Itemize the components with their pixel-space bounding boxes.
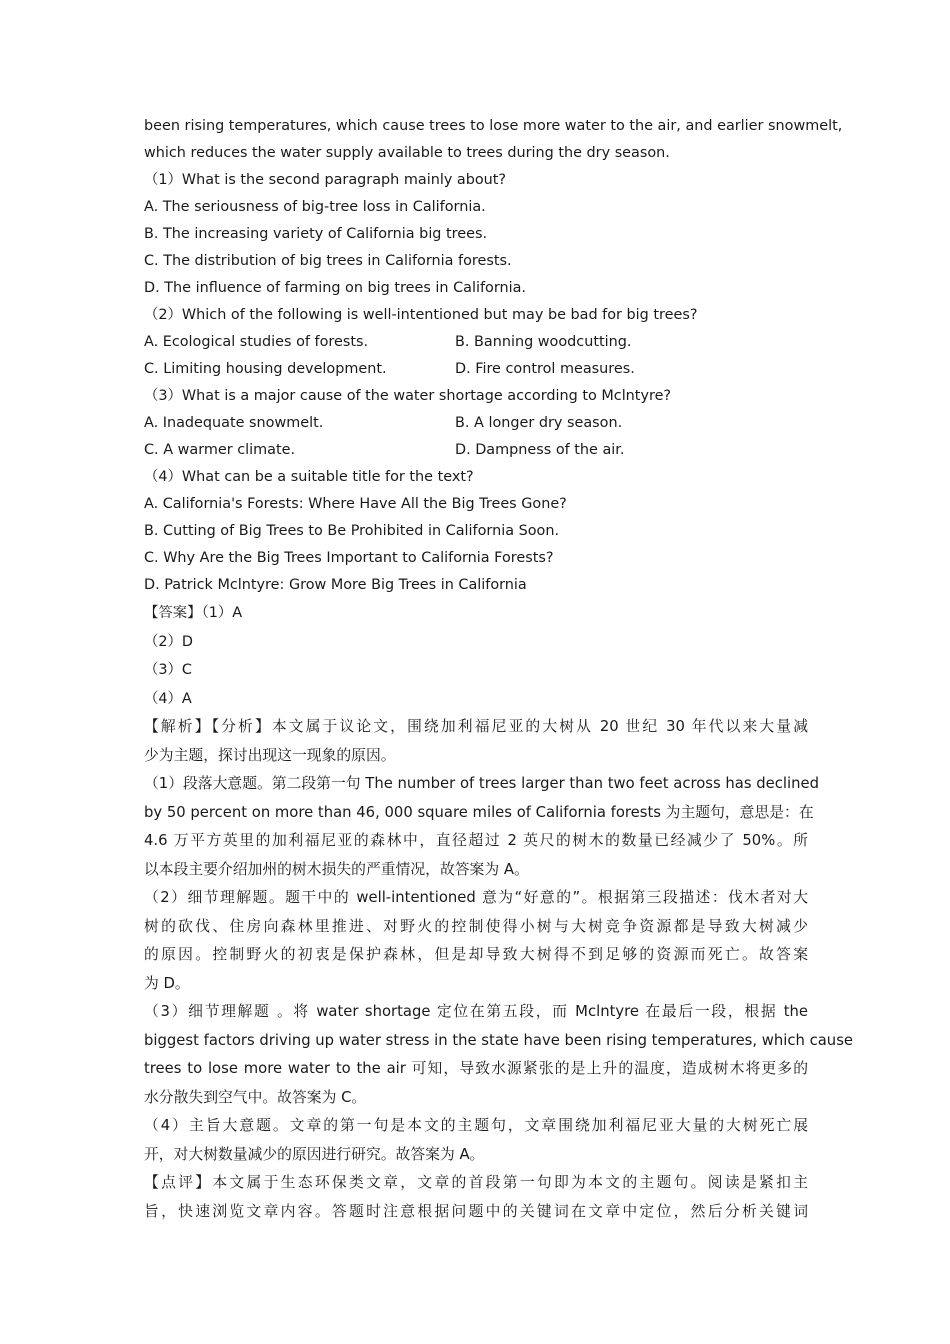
analysis-line: by 50 percent on more than 46, 000 square miles of California forests 为主题句，意思是：在 — [144, 803, 814, 821]
option-row — [144, 410, 808, 437]
analysis-line: 少为主题，探讨出现这一现象的原因。 — [144, 746, 396, 764]
question-stem: （3）What is a major cause of the water shortage according to Mclntyre? — [144, 388, 672, 404]
option-d: D. The influence of farming on big trees in California. — [144, 280, 526, 296]
option-c: C. A warmer climate. — [144, 442, 296, 458]
option-c: C. Limiting housing development. — [144, 361, 387, 377]
passage-text — [144, 113, 843, 167]
comment-line: 【点评】本文属于生态环保类文章，文章的首段第一句即为本文的主题句。阅读是紧扣主 — [144, 1174, 808, 1191]
analysis-line: 水分散失到空气中。故答案为 C。 — [144, 1088, 367, 1106]
analysis-line: 为 D。 — [144, 974, 190, 992]
analysis-line: 开，对大树数量减少的原因进行研究。故答案为 A。 — [144, 1145, 485, 1163]
option-row — [144, 437, 808, 464]
analysis-line: （2）细节理解题。题干中的 well-intentioned 意为“好意的”。根据第三段描述：伐木者对大 — [144, 889, 808, 906]
question-4 — [144, 464, 808, 599]
option-c: C. The distribution of big trees in California forests. — [144, 253, 512, 269]
analysis-line: 以本段主要介绍加州的树木损失的严重情况，故答案为 A。 — [144, 860, 529, 878]
analysis-line: （4）主旨大意题。文章的第一句是本文的主题句，文章围绕加利福尼亚大量的大树死亡展 — [144, 1117, 808, 1134]
option-b: B. A longer dry season. — [455, 415, 623, 431]
option-a: A. Ecological studies of forests. — [144, 334, 369, 350]
option-a: A. The seriousness of big-tree loss in California. — [144, 199, 486, 215]
passage-line: been rising temperatures, which cause trees to lose more water to the air, and earlier snowmelt, — [144, 118, 843, 134]
question-stem: （4）What can be a suitable title for the text? — [144, 469, 474, 485]
comment-line: 旨，快速浏览文章内容。答题时注意根据问题中的关键词在文章中定位，然后分析关键词 — [144, 1202, 808, 1220]
option-a: A. Inadequate snowmelt. — [144, 415, 324, 431]
analysis-line: 【解析】【分析】本文属于议论文，围绕加利福尼亚的大树从 20 世纪 30 年代以来大量减 — [144, 718, 808, 735]
analysis-line: 4.6 万平方英里的加利福尼亚的森林中，直径超过 2 英尺的树木的数量已经减少了 50%。所 — [144, 832, 808, 849]
analysis-line: 的原因。控制野火的初衷是保护森林，但是却导致大树得不到足够的资源而死亡。故答案 — [144, 946, 808, 963]
option-b: B. Banning woodcutting. — [455, 334, 632, 350]
document-page — [144, 113, 854, 1226]
answer-section — [144, 599, 808, 713]
option-d: D. Fire control measures. — [455, 361, 635, 377]
option-d: D. Dampness of the air. — [455, 442, 625, 458]
answer-line: （4）A — [144, 690, 192, 707]
analysis-line: biggest factors driving up water stress in the state have been rising temperatures, which cause — [144, 1031, 854, 1049]
analysis-line: trees to lose more water to the air 可知，导致水源紧张的是上升的温度，造成树木将更多的 — [144, 1060, 808, 1077]
passage-line: which reduces the water supply available to trees during the dry season. — [144, 145, 670, 161]
analysis-line: （1）段落大意题。第二段第一句 The number of trees larger than two feet across has declined — [144, 775, 820, 792]
analysis-section — [144, 713, 854, 1226]
analysis-line: （3）细节理解题 。将 water shortage 定位在第五段，而 Mclntyre 在最后一段，根据 the — [144, 1003, 808, 1020]
option-b: B. Cutting of Big Trees to Be Prohibited in California Soon. — [144, 523, 560, 539]
question-2 — [144, 302, 808, 383]
answer-line: （2）D — [144, 633, 194, 650]
answer-line: 【答案】（1）A — [144, 605, 243, 621]
analysis-line: 树的砍伐、住房向森林里推进、对野火的控制使得小树与大树竞争资源都是导致大树减少 — [144, 917, 808, 935]
option-d: D. Patrick Mclntyre: Grow More Big Trees in California — [144, 577, 527, 593]
option-b: B. The increasing variety of California big trees. — [144, 226, 488, 242]
question-stem: （1）What is the second paragraph mainly about? — [144, 172, 507, 188]
option-c: C. Why Are the Big Trees Important to California Forests? — [144, 550, 554, 566]
answer-line: （3）C — [144, 662, 192, 678]
option-row — [144, 356, 808, 383]
question-stem: （2）Which of the following is well-intentioned but may be bad for big trees? — [144, 307, 698, 323]
option-a: A. California's Forests: Where Have All the Big Trees Gone? — [144, 496, 567, 512]
question-3 — [144, 383, 808, 464]
option-row — [144, 329, 808, 356]
question-1 — [144, 167, 808, 302]
